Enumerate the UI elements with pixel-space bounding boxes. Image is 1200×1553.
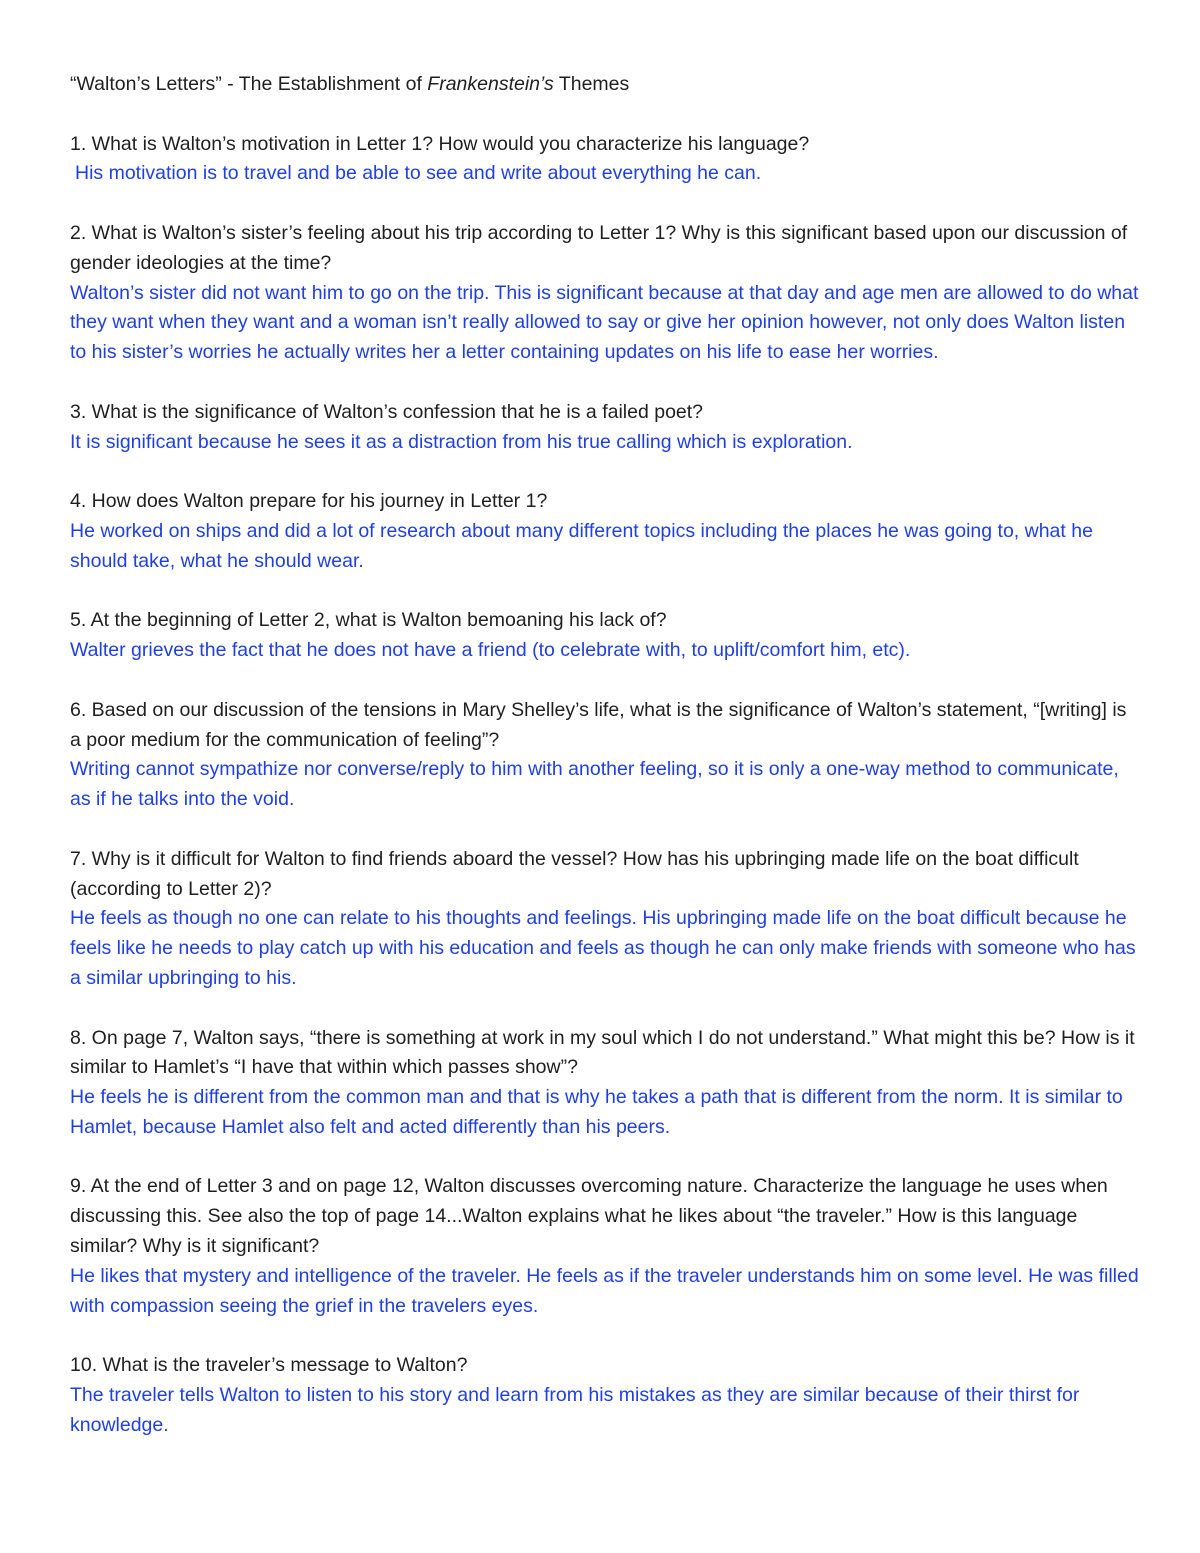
qa-item-8	[70, 1024, 1140, 1143]
question-8: 8. On page 7, Walton says, “there is something at work in my soul which I do not understand.” What might this be? How is it similar to Hamlet’s “I have that within which passes show”?	[70, 1026, 1135, 1079]
question-3: 3. What is the significance of Walton’s confession that he is a failed poet?	[70, 400, 704, 423]
title-book-name: Frankenstein’s	[427, 73, 554, 95]
qa-item-2	[70, 219, 1140, 368]
qa-item-9	[70, 1172, 1140, 1321]
title-suffix: Themes	[553, 73, 630, 95]
qa-item-7	[70, 845, 1140, 994]
answer-4: He worked on ships and did a lot of research about many different topics including the places he was going to, what he should take, what he should wear.	[70, 519, 1093, 572]
answer-7: He feels as though no one can relate to his thoughts and feelings. His upbringing made life on the boat difficult because he feels like he needs to play catch up with his education and feels as though he can only make friends with someone who has a similar upbringing to his.	[70, 907, 1136, 989]
answer-1: His motivation is to travel and be able to see and write about everything he can.	[75, 162, 762, 185]
question-4: 4. How does Walton prepare for his journey in Letter 1?	[70, 490, 548, 513]
qa-item-6	[70, 696, 1140, 815]
question-9: 9. At the end of Letter 3 and on page 12, Walton discusses overcoming nature. Characterize the language he uses when discussing this. See also the top of page 14...Walton explains what he likes about “the traveler.” How is this language similar? Why is it significant?	[70, 1175, 1108, 1258]
answer-5: Walter grieves the fact that he does not have a friend (to celebrate with, to uplift/comfort him, etc).	[70, 639, 911, 662]
answer-3: It is significant because he sees it as a distraction from his true calling which is exploration.	[70, 430, 853, 453]
answer-2: Walton’s sister did not want him to go on the trip. This is significant because at that day and age men are allowed to do what they want when they want and a woman isn’t really allowed to say or give her opinion however, not only does Walton listen to his sister’s worries he actually writes her a letter containing updates on his life to ease her worries.	[70, 281, 1139, 364]
answer-9: He likes that mystery and intelligence of the traveler. He feels as if the traveler understands him on some level. He was filled with compassion seeing the grief in the travelers eyes.	[70, 1264, 1139, 1317]
answer-10: The traveler tells Walton to listen to his story and learn from his mistakes as they are similar because of their thirst for knowledge.	[70, 1384, 1080, 1436]
question-1: 1. What is Walton’s motivation in Letter 1? How would you characterize his language?	[70, 132, 810, 155]
title-prefix: “Walton’s Letters” - The Establishment of	[70, 73, 428, 95]
document-page	[70, 70, 1140, 1441]
document-title	[70, 70, 1140, 100]
qa-item-5	[70, 606, 1140, 666]
question-10: 10. What is the traveler’s message to Walton?	[70, 1354, 468, 1377]
question-2: 2. What is Walton’s sister’s feeling about his trip according to Letter 1? Why is this significant based upon our discussion of gender ideologies at the time?	[70, 221, 1128, 274]
question-7: 7. Why is it difficult for Walton to find friends aboard the vessel? How has his upbringing made life on the boat difficult (according to Letter 2)?	[70, 847, 1079, 900]
answer-6: Writing cannot sympathize nor converse/reply to him with another feeling, so it is only a one-way method to communicate, as if he talks into the void.	[70, 758, 1119, 811]
answer-8: He feels he is different from the common man and that is why he takes a path that is different from the norm. It is similar to Hamlet, because Hamlet also felt and acted differently than his peers.	[70, 1086, 1123, 1138]
question-5: 5. At the beginning of Letter 2, what is Walton bemoaning his lack of?	[70, 609, 667, 632]
qa-item-10	[70, 1351, 1140, 1440]
qa-item-3	[70, 398, 1140, 458]
qa-item-1	[70, 130, 1140, 190]
qa-item-4	[70, 487, 1140, 576]
question-6: 6. Based on our discussion of the tensions in Mary Shelley’s life, what is the significance of Walton’s statement, “[writing] is a poor medium for the communication of feeling”?	[70, 698, 1127, 751]
